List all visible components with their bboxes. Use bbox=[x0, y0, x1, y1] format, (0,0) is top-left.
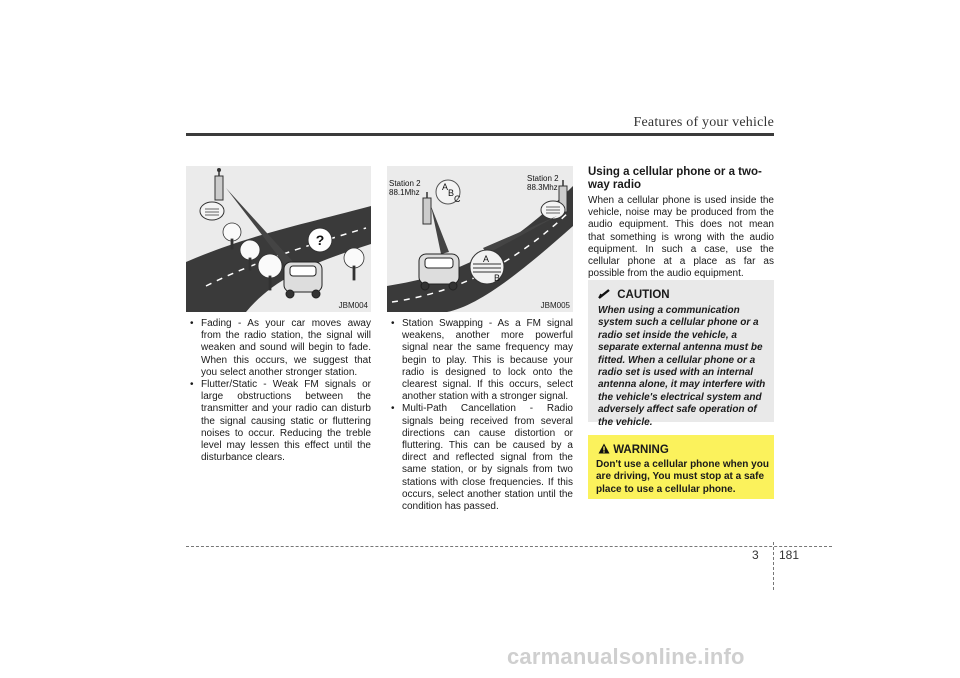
bullet-fading: • Fading - As your car moves away from the radio station, the signal will weaken and sound will begin to fade. When this occurs, we suggest that you select another stronger station. bbox=[186, 318, 371, 379]
section-title: Features of your vehicle bbox=[633, 115, 774, 130]
chapter-number: 3 bbox=[752, 548, 759, 562]
figure-code: JBM004 bbox=[338, 301, 368, 310]
signal-waves-icon bbox=[541, 201, 565, 219]
cellular-phone-body: When a cellular phone is used inside the vehicle, noise may be produced from the audio equipment. This does not mean that something is wrong with the audio equipment. In such a case, use the cellular phone at a place as far as possible from the audio equipment. bbox=[588, 195, 774, 280]
column-1-text bbox=[186, 318, 371, 464]
letter-c: C bbox=[454, 194, 461, 204]
left-station-freq: 88.1Mhz bbox=[389, 188, 420, 197]
bullet-flutter-static: • Flutter/Static - Weak FM signals or large obstructions between the transmitter and your radio can disturb the signal causing static or fluttering noises to occur. Reducing the treble level may lessen this effect until the disturbance clears. bbox=[186, 379, 371, 464]
watermark: carmanualsonline.info bbox=[507, 644, 745, 669]
page-separator bbox=[773, 542, 774, 590]
warning-box bbox=[588, 435, 774, 499]
right-station-freq: 88.3Mhz bbox=[527, 183, 558, 192]
footer-rule bbox=[186, 546, 832, 547]
bullet-station-swapping: • Station Swapping - As a FM signal weakens, another more powerful signal near the same frequency may begin to play. This is because your radio is designed to lock onto the clearest signal. If this occurs, select another station with a stronger signal. bbox=[387, 318, 573, 403]
radio-tower bbox=[215, 169, 223, 201]
mix-letter-a: A bbox=[483, 254, 490, 264]
warning-title: WARNING bbox=[613, 444, 669, 456]
cellular-phone-heading: Using a cellular phone or a two-way radio bbox=[588, 166, 762, 191]
letter-b: B bbox=[448, 188, 455, 198]
question-mark: ? bbox=[315, 232, 325, 248]
letter-a: A bbox=[442, 182, 449, 192]
bullet-multipath-cancellation: • Multi-Path Cancellation - Radio signals being received from several directions can cause distortion or fluttering. This can be caused by a direct and reflected signal from the same station, or by signals from two stations with close frequencies. If this occurs, select another station until the condition has passed. bbox=[387, 403, 573, 513]
header-rule bbox=[186, 133, 774, 136]
pencil-check-icon bbox=[598, 289, 613, 301]
warning-text: Don't use a cellular phone when you are driving, You must stop at a safe place to use a cellular phone. bbox=[596, 459, 769, 495]
caution-header bbox=[598, 289, 670, 301]
station-swap-illustration-svg bbox=[387, 166, 573, 312]
caution-title: CAUTION bbox=[617, 289, 670, 301]
warning-header bbox=[598, 443, 669, 456]
signal-waves-icon bbox=[200, 202, 224, 220]
warning-triangle-icon bbox=[598, 444, 613, 456]
page-number: 181 bbox=[779, 548, 800, 562]
column-2-text bbox=[387, 318, 573, 513]
fading-illustration-svg bbox=[186, 166, 371, 312]
right-station-name: Station 2 bbox=[527, 174, 559, 183]
column-3-text bbox=[588, 166, 774, 280]
signal-beam-left bbox=[431, 206, 449, 254]
station-swap-illustration bbox=[387, 166, 573, 312]
fading-illustration bbox=[186, 166, 371, 312]
left-station-name: Station 2 bbox=[389, 179, 421, 188]
mix-letter-b: B bbox=[494, 273, 501, 283]
radio-tower-left bbox=[423, 192, 431, 224]
caution-text: When using a communication system such a cellular phone or a radio set inside the vehicle, a separate external antenna must be fitted. When a cellular phone or a radio set is used with an internal antenna alone, it may interfere with the vehicle's electrical system and adversely affect safe operation of the vehicle. bbox=[598, 305, 766, 428]
caution-box bbox=[588, 280, 774, 428]
figure-code: JBM005 bbox=[540, 301, 570, 310]
car bbox=[284, 262, 322, 298]
